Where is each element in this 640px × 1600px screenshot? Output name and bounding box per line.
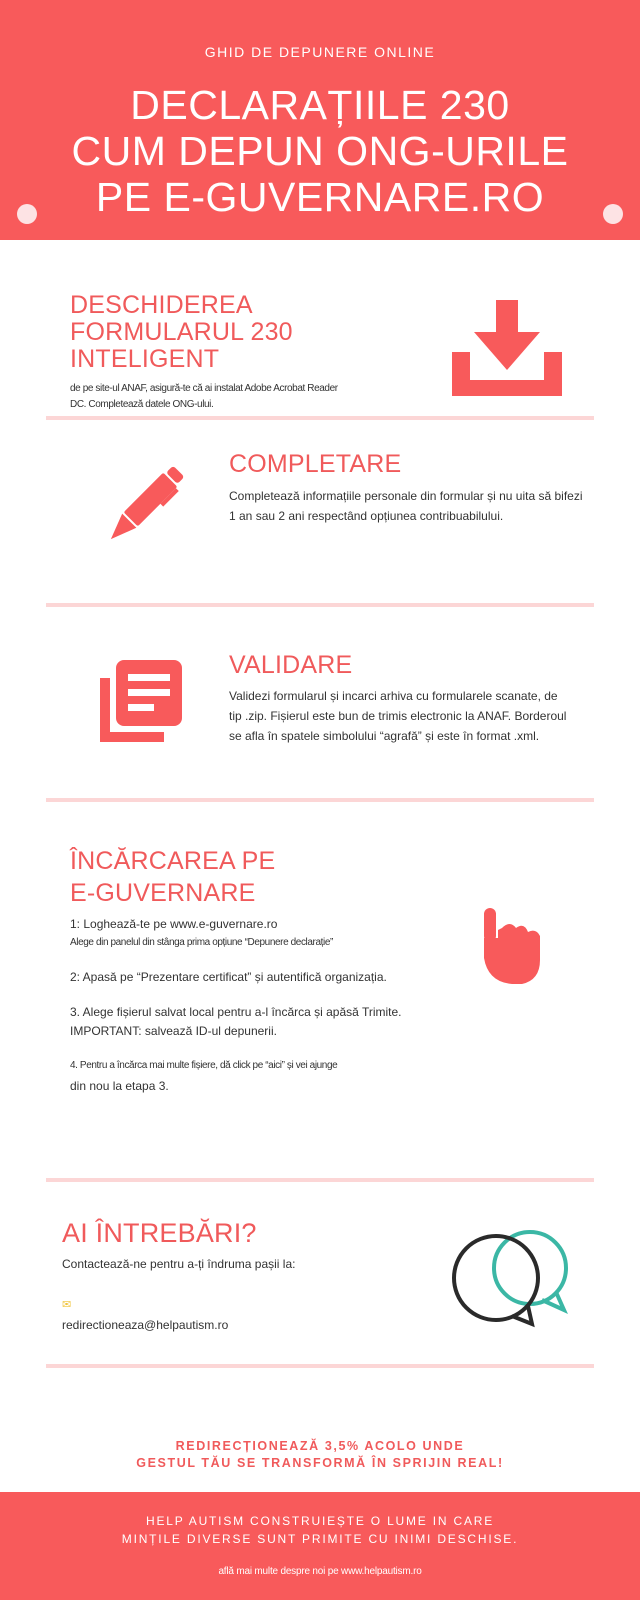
- decorative-dot-right: [603, 204, 623, 224]
- footer-banner: [0, 1492, 640, 1600]
- pen-icon: [96, 462, 188, 554]
- header-kicker: GHID DE DEPUNERE ONLINE: [204, 44, 436, 60]
- upload-step-4a: 4. Pentru a încărca mai multe fișiere, dă click pe “aici” și vei ajunge: [70, 1060, 338, 1071]
- upload-step-4b: din nou la etapa 3.: [70, 1079, 169, 1093]
- footer-more-link[interactable]: află mai multe despre noi pe www.helpautism.ro: [218, 1566, 422, 1577]
- pointing-hand-icon: [484, 908, 542, 984]
- separator-1: [46, 416, 594, 420]
- chat-bubbles-icon: [446, 1228, 576, 1328]
- upload-step-3a: 3. Alege fișierul salvat local pentru a-l încărca și apăsă Trimite.: [70, 1005, 402, 1019]
- download-icon: [452, 300, 562, 396]
- separator-5: [46, 1364, 594, 1368]
- decorative-dot-left: [17, 204, 37, 224]
- page-title: DECLARAȚIILE 230 CUM DEPUN ONG-URILE PE E-GUVERNARE.RO: [71, 82, 569, 220]
- call-to-action: REDIRECȚIONEAZĂ 3,5% ACOLO UNDE GESTUL TĂU SE TRANSFORMĂ ÎN SPRIJIN REAL!: [136, 1439, 504, 1470]
- separator-4: [46, 1178, 594, 1182]
- envelope-icon: ✉: [62, 1299, 72, 1311]
- contact-email-link[interactable]: redirectioneaza@helpautism.ro: [62, 1318, 229, 1332]
- footer-tagline: HELP AUTISM CONSTRUIEȘTE O LUME IN CARE MINȚILE DIVERSE SUNT PRIMITE CU INIMI DESCHISE.: [121, 1514, 519, 1546]
- section-upload-title: ÎNCĂRCAREA PE E-GUVERNARE: [70, 847, 276, 907]
- section-open-title: DESCHIDEREA FORMULARUL 230 INTELIGENT: [70, 291, 293, 373]
- section-questions-title: AI ÎNTREBĂRI?: [62, 1218, 257, 1248]
- upload-step-3b: IMPORTANT: salvează ID-ul depunerii.: [70, 1024, 277, 1038]
- upload-step-1a: 1: Loghează-te pe www.e-guvernare.ro: [70, 917, 278, 931]
- section-open-text: de pe site-ul ANAF, asigură-te că ai instalat Adobe Acrobat Reader DC. Completează datele ONG-ului.: [70, 383, 338, 410]
- questions-text: Contactează-ne pentru a-ți îndruma pașii la:: [62, 1257, 296, 1271]
- separator-3: [46, 798, 594, 802]
- header-banner: [0, 0, 640, 240]
- document-icon: [100, 660, 182, 742]
- separator-2: [46, 603, 594, 607]
- section-validate-title: VALIDARE: [229, 651, 353, 679]
- section-validate-text: Validezi formularul și incarci arhiva cu formularele scanate, de tip .zip. Fișierul este bun de trimis electronic la ANAF. Borderoul se afla în spatele simbolului “agrafă” și este în format .xml.: [229, 689, 567, 743]
- section-complete-title: COMPLETARE: [229, 450, 402, 478]
- questions-email-row: [62, 1274, 228, 1335]
- upload-step-2: 2: Apasă pe “Prezentare certificat” și autentifică organizația.: [70, 970, 387, 984]
- upload-step-1b: Alege din panelul din stânga prima opțiune “Depunere declarație”: [70, 937, 333, 948]
- section-complete-text: Completează informațiile personale din formular și nu uita să bifezi 1 an sau 2 ani respectând opțiunea contribuabilului.: [229, 489, 583, 523]
